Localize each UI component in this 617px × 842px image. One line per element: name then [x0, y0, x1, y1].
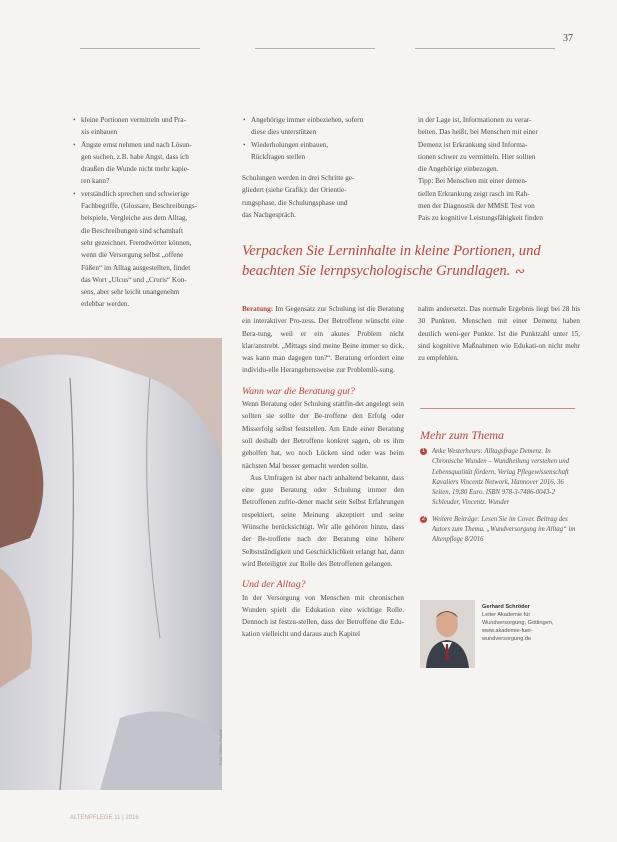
number-badge: 2: [421, 515, 426, 522]
author-box: [420, 600, 580, 680]
paragraph: Schulungen werden in drei Schritte ge- gliedert (siehe Grafik): der Orientie- rungsphase, die Schulungsphase und das Nachgespräch.: [242, 174, 355, 220]
more-item: 2 Weitere Beiträge: Lesen Sie im Cover. Beitrag des Autors zum Thema. „Wundversorgung im Alltag“ im Altenpflege 8/2016: [421, 515, 576, 544]
swirl-ornament-icon: ∾: [513, 264, 525, 278]
paragraph: in der Lage ist, Informationen zu verar- beiten. Das heißt, bei Menschen mit einer Demenz ist Erkrankung sind Informa- tionen schwer zu vermitteln. Hier sollten die Angehörige einbezogen.: [418, 116, 538, 174]
author-line: www.akademie-fuer-: [482, 628, 533, 634]
col3-main: [418, 303, 580, 364]
more-item: 1 Anke Westerheurs: Alltagsfrage Demenz. In Chronische Wunden – Wundheilung verstehen und Lebensqualität fördern, Verlag Pflegewissenschaft Kavaliers Vincentz Network, Hannover 2016, 36 Seiten, 19,80 Euro. ISBN 978-3-7486-0043-2 Schleuder, Vincentz. Wunder: [421, 448, 569, 507]
number-badge: 1: [421, 448, 426, 454]
paragraph: nahm andersetzt. Das normale Ergebnis liegt bei 28 bis 30 Punkten. Menschen mit einer Demenz haben deutlich weni-ger Punkte. Ist die Punktzahl unter 15, sind kognitive Maßnahmen wie Edukati-on nicht mehr zu empfehlen.: [418, 305, 580, 363]
subheading: Wann war die Beratung gut?: [242, 385, 355, 397]
paragraph: Aus Umfragen ist aber nach anhaltend bekannt, dass eine gute Beratung oder Schulung immer den Betroffenen zufrie-dener macht sein Selbst Erfahrungen respektiert, seine Meinung akzeptiert und seine Wünsche berücksichtigt. Wir alle gehören hinzu, dass der Be-troffene nach der Beratung eine höhere Selbstständigkeit und Geschicklichkeit erlangt hat, dann wird Beteiligter zur Rolle des Betroffenen gelangen.: [242, 473, 404, 568]
lead-label: Beratung:: [242, 305, 274, 313]
bullet-item: • Wiederholungen einbauen, Rückfragen stellen: [251, 139, 402, 164]
subheading: Und der Alltag?: [242, 579, 306, 591]
box-divider: [420, 408, 575, 409]
bullet-item: • Angehörige immer einbeziehen, sofern diese dies unterstützen: [251, 114, 402, 139]
section-heading: Verpacken Sie Lerninhalte in kleine Portionen, und beachten Sie lernpsychologische Grundlagen. ∾: [242, 243, 541, 279]
col2-main: [242, 303, 404, 641]
more-title: Mehr zum Thema: [420, 428, 504, 442]
paragraph: Tipp: Bei Menschen mit einer demen- tiellen Erkrankung zeigt rasch im Rah- men der Diagnostik der MMSE Test von Pais zu kognitive Leistungsfähigkeit finden: [418, 177, 543, 223]
col2-top: [242, 114, 402, 221]
author-info: [482, 603, 553, 643]
top-rule-3: [415, 48, 555, 49]
top-rule-1: [80, 48, 200, 49]
page-number: 37: [563, 33, 573, 44]
paragraph: Wenn Beratung oder Schulung stattfin-det angelegt sein sollten sie sollte der Be-troffene den Erfolg oder Misserfolg selbst feststellen. Am Ende einer Beratung soll deshalb der Betroffene konkret sagen, ob es ihm geholfen hat, wo noch Lücken sind oder was beim nächsten Mal besser gemacht werden sollte.: [242, 400, 404, 470]
photo-credit: Foto: Stefan Fischer: [218, 728, 223, 765]
top-rule-2: [255, 48, 375, 49]
nurse-photo-illustration: [0, 338, 222, 790]
author-line: Leiter Akademie für: [482, 612, 531, 618]
bullet-item: • kleine Portionen vermitteln und Pra- xis einbauen: [81, 114, 224, 139]
more-list: [420, 447, 580, 552]
bullet-item: • Ängste ernst nehmen und nach Lösun- gen suchen, z.B. habe Angst, dass ich draußen die Wunde nicht mehr kapie- ren kann?: [81, 139, 224, 188]
footer: ALTENPFLEGE 11 | 2016: [70, 815, 139, 821]
bullet-item: • verständlich sprechen und schwierige Fachbegriffe, (Glossare, Beschreibungs- beispiele, Vergleiche aus dem Alltag, die Beschreibungen sind schamhaft sehr gezeichnet. Fremdwörter können, wenn die Versorgung selbst „offene Füßen“ im Alltag ausgestellten, findet das Wort „Ulcus“ und „Cruris“ Kon- sens, aber sehr leicht unangenehm erlebbar werden.: [81, 188, 224, 311]
photo-nurse: [0, 338, 222, 790]
author-name: Gerhard Schröder: [482, 604, 530, 610]
col3-top: [418, 114, 580, 225]
author-line: wundversorgung.de: [482, 636, 532, 642]
lead-text: Im Gegensatz zur Schulung ist die Beratung ein interaktiver Pro-zess. Der Betroffene wünscht eine Bera-tung, weil er ein akutes Problem nicht klar/anstrebt. „Mittags sind meine Beine immer so dick, was kann man dagegen tun?“. Beratung erfordert eine individu-elle Herangehensweise zur Problemlö-sung.: [242, 305, 404, 375]
author-line: Wundversorgung, Göttingen,: [482, 620, 554, 626]
author-photo: [420, 600, 475, 668]
col1-top: [72, 114, 224, 311]
paragraph: In der Versorgung von Menschen mit chronischen Wunden spielt die Edukation eine wichtige Rolle. Dennoch ist festzu-stellen, dass der Betroffene die Edu-kation vielleicht und daraus auch Kapitel: [242, 593, 404, 639]
